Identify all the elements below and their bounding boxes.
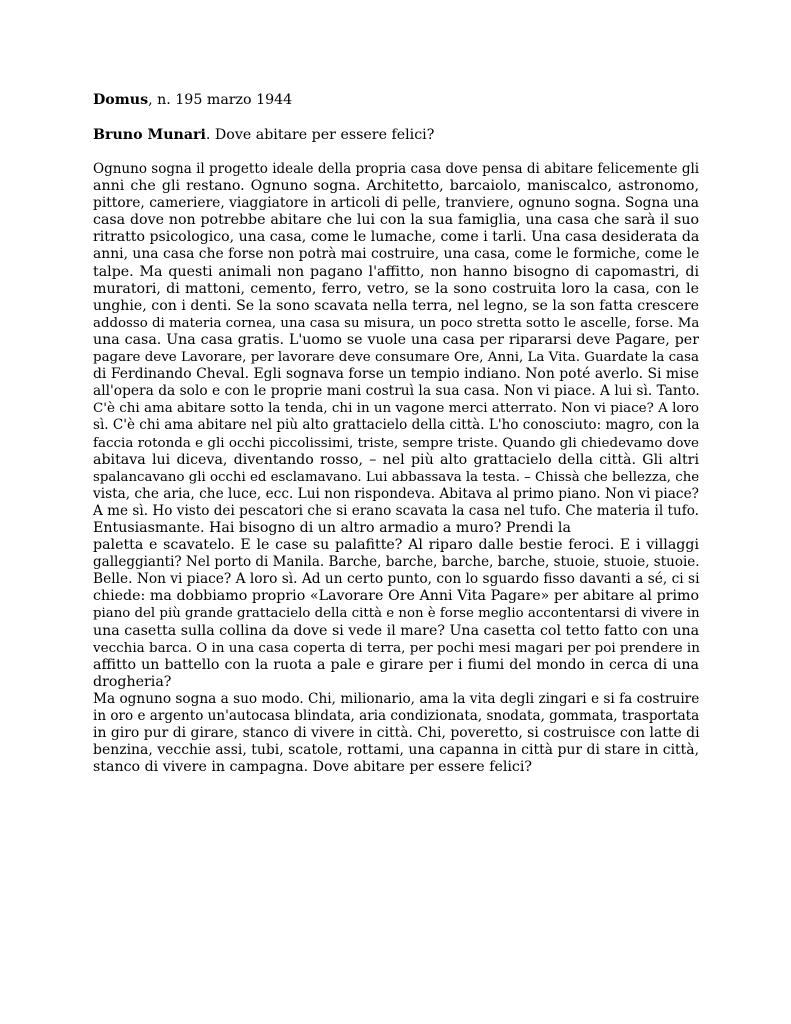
body-line: vecchia barca. O in una casa coperta di terra, per pochi mesi magari per poi prendere in [93,639,700,656]
body-line: anni che gli restano. Ognuno sogna. Architetto, barcaiolo, maniscalco, astronomo, [93,178,699,195]
body-line: stanco di vivere in campagna. Dove abitare per essere felici? [93,759,533,776]
body-line: Ognuno sogna il progetto ideale della propria casa dove pensa di abitare felicemente gli [93,161,700,177]
body-line: faccia rotonda e gli occhi piccolissimi, triste, sempre triste. Quando gli chiedevamo dove [93,435,699,451]
body-line: talpe. Ma questi animali non pagano l'affitto, non hanno bisogno di capomastri, di [93,263,699,280]
body-line: Belle. Non vi piace? A loro sì. Ad un certo punto, con lo sguardo fisso davanti a sé, ci si [93,571,700,588]
body-line: benzina, vecchie assi, tubi, scatole, rottami, una capanna in città pur di stare in città, [93,742,700,759]
body-line: sì. C'è chi ama abitare nel più alto grattacielo della città. L'ho conosciuto: magro, con la [93,417,700,434]
body-line: abitava lui diceva, diventando rosso, – nel più alto grattacielo della città. Gli altri [93,451,699,468]
body-line: addosso di materia cornea, una casa su misura, un poco stretta sotto le ascelle, forse. Ma [93,315,700,331]
author-name: Bruno Munari [93,126,206,143]
body-line: ritratto psicologico, una casa, come le lumache, come i tarli. Una casa desiderata da [93,229,700,246]
journal-name: Domus [93,92,149,108]
issue-info: , n. 195 marzo 1944 [148,92,293,108]
body-line: piano del più grande grattacielo della città e non è forse meglio accontentarsi di vivere in [93,606,700,622]
body-line: in oro e argento un'autocasa blindata, aria condizionata, snodata, gommata, trasportata [93,708,700,724]
body-line: paletta e scavatelo. E le case su palafitte? Al riparo dalle bestie feroci. E i villaggi [93,537,699,554]
article-title: . Dove abitare per essere felici? [205,126,435,143]
body-line: vista, che aria, che luce, ecc. Lui non rispondeva. Abitava al primo piano. Non vi piace? [93,485,699,502]
body-line: una casetta sulla collina da dove si vede il mare? Una casetta col tetto fatto con una [93,622,700,639]
body-line: di Ferdinando Cheval. Egli sognava forse un tempio indiano. Non poté averlo. Si mise [93,366,699,383]
body-line: C'è chi ama abitare sotto la tenda, chi in un vagone merci atterrato. Non vi piace? A loro [93,401,699,417]
body-line: anni, una casa che forse non potrà mai costruire, una casa, come le formiche, come le [93,246,700,263]
body-line: A me sì. Ho visto dei pescatori che si erano scavata la casa nel tufo. Che materia il tufo. [93,502,699,519]
article-body [93,161,699,776]
body-line: chiede: ma dobbiamo proprio «Lavorare Ore Anni Vita Pagare» per abitare al primo [93,588,699,605]
body-line: Ma ognuno sogna a suo modo. Chi, milionario, ama la vita degli zingari e si fa costruire [93,690,700,707]
publication-line [93,92,699,109]
body-line: una casa. Una casa gratis. L'uomo se vuole una casa per ripararsi deve Pagare, per [93,331,699,348]
body-line: Entusiasmante. Hai bisogno di un altro armadio a muro? Prendi la [93,519,571,536]
document-page [93,92,699,776]
body-line: galleggianti? Nel porto di Manila. Barche, barche, barche, barche, stuoie, stuoie, stuoie. [93,554,700,571]
body-line: pagare deve Lavorare, per lavorare deve consumare Ore, Anni, La Vita. Guardate la casa [93,350,699,366]
body-line: in giro pur di girare, stanco di vivere in città. Chi, poveretto, si costruisce con latte di [93,725,700,742]
body-line: pittore, cameriere, viaggiatore in articoli di pelle, tranviere, ognuno sogna. Sogna una [93,195,699,212]
body-line: spalancavano gli occhi ed esclamavano. Lui abbassava la testa. – Chissà che bellezza, che [93,469,700,485]
article-heading [93,127,699,144]
body-line: drogheria? [93,673,172,690]
body-line: affitto un battello con la ruota a pale e girare per i fiumi del mondo in cerca di una [93,656,699,673]
body-line: casa dove non potrebbe abitare che lui con la sua famiglia, una casa che sarà il suo [93,212,699,229]
body-line: muratori, di mattoni, cemento, ferro, vetro, se la sono costruita loro la casa, con le [93,280,699,297]
body-line: all'opera da solo e con le proprie mani costruì la sua casa. Non vi piace. A lui sì. Tanto. [93,383,700,400]
body-line: unghie, con i denti. Se la sono scavata nella terra, nel legno, se la son fatta crescere [93,297,699,314]
